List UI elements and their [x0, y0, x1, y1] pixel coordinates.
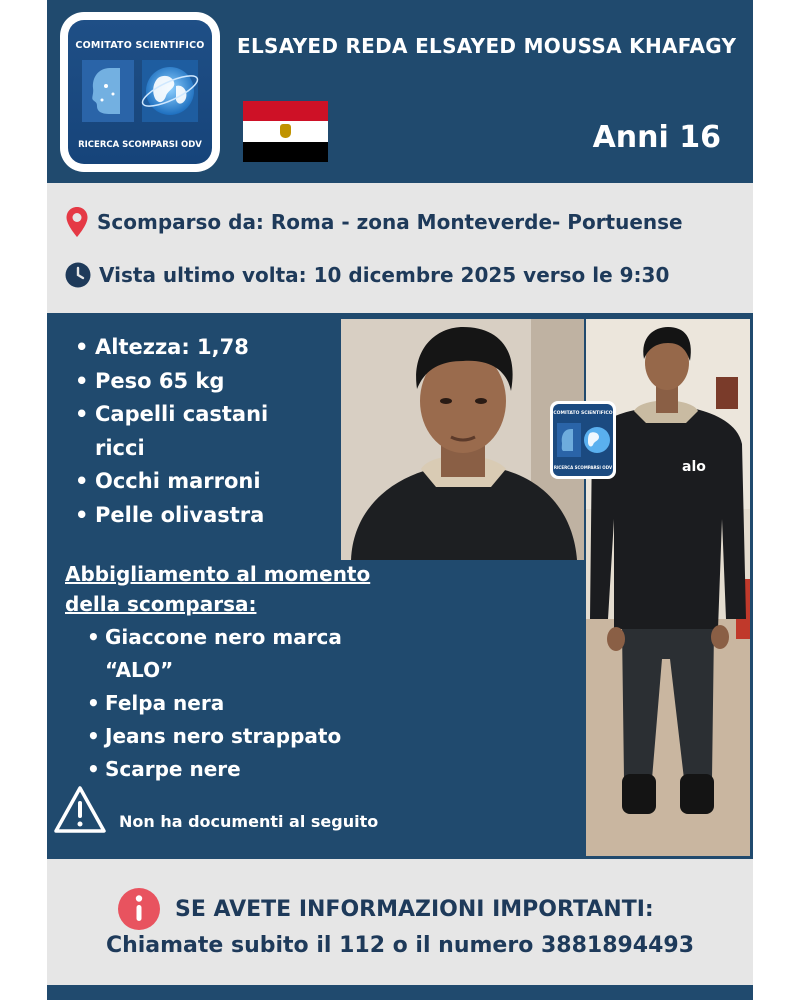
location-pin-icon	[65, 206, 89, 238]
clothing-title: Abbigliamento al momento della scomparsa:	[65, 562, 371, 616]
contact-footer	[47, 859, 753, 985]
jacket-logo-text: alo	[682, 459, 706, 475]
missing-from-text: Scomparso da: Roma - zona Monteverde- Portuense	[97, 210, 683, 234]
bottom-bar	[47, 985, 753, 1000]
face-photo	[341, 319, 584, 560]
list-item: • Occhi marroni	[75, 465, 325, 499]
clock-icon	[65, 262, 91, 288]
list-item: • Jeans nero strappato	[87, 720, 357, 753]
important-info-heading: SE AVETE INFORMAZIONI IMPORTANTI:	[175, 896, 654, 922]
person-age: Anni 16	[592, 120, 721, 155]
missing-person-poster	[47, 0, 753, 1000]
watermark-globe-icon	[553, 421, 613, 461]
missing-from-row	[65, 206, 683, 238]
call-instructions: Chiamate subito il 112 o il numero 3881894493	[105, 933, 695, 958]
list-item: • Giaccone nero marca “ALO”	[87, 621, 357, 687]
list-item: • Scarpe nere	[87, 753, 357, 786]
last-seen-row	[65, 262, 669, 288]
list-item: • Capelli castani ricci	[75, 398, 325, 465]
full-body-photo	[586, 319, 750, 856]
last-seen-text: Vista ultimo volta: 10 dicembre 2025 verso le 9:30	[99, 263, 670, 287]
list-item: • Peso 65 kg	[75, 365, 325, 399]
eagle-emblem-icon	[280, 124, 291, 138]
important-info-heading-row	[117, 887, 654, 931]
warning-text: Non ha documenti al seguito	[119, 812, 379, 831]
logo-top-text: COMITATO SCIENTIFICO	[75, 40, 205, 51]
watermark-top-text: COMITATO SCIENTIFICO	[553, 411, 613, 416]
list-item: • Altezza: 1,78	[75, 331, 325, 365]
poster-header	[47, 0, 753, 183]
logo-globe-icon	[80, 58, 200, 124]
warning-icon	[53, 785, 107, 835]
details-panel	[47, 313, 753, 859]
physical-features-list	[75, 331, 325, 532]
watermark-bottom-text: RICERCA SCOMPARSI ODV	[553, 465, 613, 470]
list-item: • Felpa nera	[87, 687, 357, 720]
watermark-logo	[550, 401, 616, 479]
egypt-flag-icon	[243, 101, 328, 162]
clothing-list	[87, 621, 357, 786]
info-band	[47, 183, 753, 313]
list-item: • Pelle olivastra	[75, 499, 325, 533]
logo-bottom-text: RICERCA SCOMPARSI ODV	[78, 140, 202, 150]
info-icon	[117, 887, 161, 931]
organization-logo	[60, 12, 220, 172]
person-name: ELSAYED REDA ELSAYED MOUSSA KHAFAGY	[237, 34, 737, 58]
